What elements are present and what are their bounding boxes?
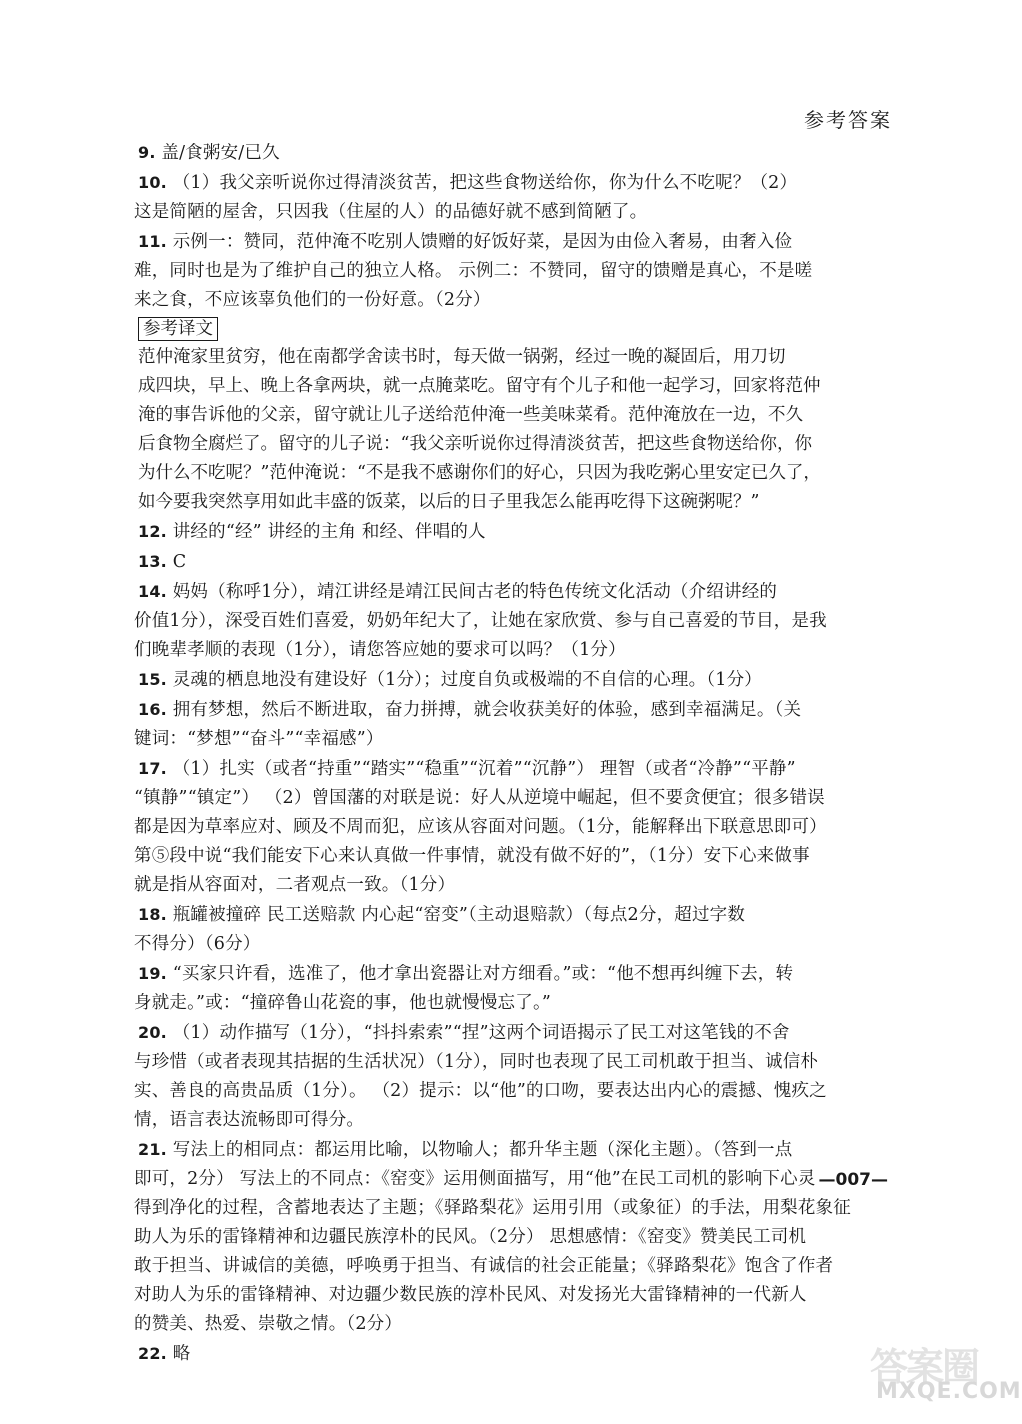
answer-text-line: 不得分）（6分）: [134, 934, 261, 954]
answer-text-line: 难，同时也是为了维护自己的独立人格。 示例二：不赞同，留守的馈赠是真心，不是嗟: [134, 261, 813, 281]
answer-text-line: 价值1分），深受百姓们喜爱，奶奶年纪大了，让她在家欣赏、参与自己喜爱的节目，是我: [134, 611, 827, 631]
answer-text-line: 键词：“梦想”“奋斗”“幸福感”）: [134, 729, 384, 749]
answer-text: 示例一：赞同，范仲淹不吃别人馈赠的好饭好菜，是因为由俭入奢易，由奢入俭: [172, 232, 793, 252]
answer-text-line: 们晚辈孝顺的表现（1分），请您答应她的要求可以吗？（1分）: [134, 640, 626, 660]
translation-text: [138, 343, 862, 517]
answer-text-line: 实、善良的高贵品质（1分）。 （2）提示：以“他”的口吻，要表达出内心的震撼、愧疚之: [134, 1081, 827, 1101]
answer-text-line: 就是指从容面对，二者观点一致。（1分）: [134, 875, 456, 895]
answer-item: [134, 1135, 862, 1339]
answer-text: 拥有梦想，然后不断进取，奋力拼搏，就会收获美好的体验，感到幸福满足。（关: [172, 700, 802, 720]
answer-text-line: 情，语言表达流畅即可得分。: [134, 1110, 365, 1130]
answer-text-line: 来之食，不应该辜负他们的一份好意。（2分）: [134, 290, 491, 310]
answer-content: [134, 138, 862, 1369]
answers-12-22: [134, 517, 862, 1369]
answer-text: 瓶罐被撞碎 民工送赔款 内心起“窑变”（主动退赔款）（每点2分，超过字数: [172, 905, 746, 925]
answer-number: 9.: [138, 143, 156, 162]
translation-label: 参考译文: [138, 317, 218, 341]
answer-number: 11.: [138, 232, 167, 251]
answer-text-line: 得到净化的过程，含蓄地表达了主题；《驿路梨花》运用引用（或象征）的手法，用梨花象征: [134, 1198, 851, 1218]
answer-text-line: 助人为乐的雷锋精神和边疆民族淳朴的民风。（2分） 思想感情：《窑变》赞美民工司机: [134, 1227, 807, 1247]
answer-number: 16.: [138, 700, 167, 719]
answer-number: 12.: [138, 522, 167, 541]
translation-line: 为什么不吃呢？”范仲淹说：“不是我不感谢你们的好心，只因为我吃粥心里安定已久了，: [138, 463, 821, 483]
answer-text: 灵魂的栖息地没有建设好（1分）；过度自负或极端的不自信的心理。（1分）: [172, 670, 762, 690]
translation-line: 后食物全腐烂了。留守的儿子说：“我父亲听说你过得清淡贫苦，把这些食物送给你，你: [138, 434, 812, 454]
answers-9-11: [134, 138, 862, 315]
answer-number: 10.: [138, 173, 167, 192]
answer-number: 15.: [138, 670, 167, 689]
answer-item: [138, 517, 862, 547]
answer-item: [134, 695, 862, 754]
answer-item: [134, 168, 862, 227]
answer-item: [134, 754, 862, 900]
answer-text: 盖/食粥安/已久: [161, 143, 280, 163]
answer-text: 讲经的“经” 讲经的主角 和经、伴唱的人: [172, 522, 486, 542]
answer-item: [134, 227, 862, 315]
answer-text: 略: [172, 1344, 191, 1364]
answer-item: [134, 577, 862, 665]
watermark: [870, 1336, 1022, 1406]
answer-text: （1）动作描写（1分），“抖抖索索”“捏”这两个词语揭示了民工对这笔钱的不舍: [172, 1023, 790, 1043]
answer-text: 妈妈（称呼1分），靖江讲经是靖江民间古老的特色传统文化活动（介绍讲经的: [172, 582, 778, 602]
page-number: —007—: [818, 1170, 888, 1190]
answer-number: 21.: [138, 1140, 167, 1159]
answer-text-line: 与珍惜（或者表现其拮据的生活状况）（1分），同时也表现了民工司机敢于担当、诚信朴: [134, 1052, 819, 1072]
answer-text-line: 即可，2分） 写法上的不同点：《窑变》运用侧面描写，用“他”在民工司机的影响下心灵: [134, 1169, 816, 1189]
answer-number: 22.: [138, 1344, 167, 1363]
answer-item: [134, 1018, 862, 1135]
answer-text-line: 身就走。”或：“撞碎鲁山花瓷的事，他也就慢慢忘了。”: [134, 993, 552, 1013]
answer-text: “买家只许看，选准了，他才拿出瓷器让对方细看。”或：“他不想再纠缠下去，转: [172, 964, 794, 984]
answer-text-line: 的赞美、热爱、崇敬之情。（2分）: [134, 1314, 403, 1334]
translation-line: 如今要我突然享用如此丰盛的饭菜，以后的日子里我怎么能再吃得下这碗粥呢？”: [138, 492, 760, 512]
answer-item: [138, 547, 862, 577]
translation-line: 范仲淹家里贫穷，他在南都学舍读书时，每天做一锅粥，经过一晚的凝固后，用刀切: [138, 347, 786, 367]
answer-number: 19.: [138, 964, 167, 983]
answer-item: [134, 959, 862, 1018]
answer-text: （1）我父亲听说你过得清淡贫苦，把这些食物送给你，你为什么不吃呢？（2）: [172, 173, 798, 193]
page-header-title: 参考答案: [804, 108, 892, 132]
translation-line: 淹的事告诉他的父亲，留守就让儿子送给范仲淹一些美味菜肴。范仲淹放在一边，不久: [138, 405, 803, 425]
answer-text-line: “镇静”“镇定”） （2）曾国藩的对联是说：好人从逆境中崛起，但不要贪便宜；很多错误: [134, 788, 825, 808]
answer-text-line: 对助人为乐的雷锋精神、对边疆少数民族的淳朴民风、对发扬光大雷锋精神的一代新人: [134, 1285, 807, 1305]
answer-number: 14.: [138, 582, 167, 601]
answer-item: [138, 1339, 862, 1369]
answer-text-line: 都是因为草率应对、顾及不周而犯，应该从容面对问题。（1分，能解释出下联意思即可）: [134, 817, 827, 837]
answer-text-line: 第⑤段中说“我们能安下心来认真做一件事情，就没有做不好的”，（1分）安下心来做事: [134, 846, 810, 866]
answer-number: 20.: [138, 1023, 167, 1042]
answer-text: （1）扎实（或者“持重”“踏实”“稳重”“沉着”“沉静”） 理智（或者“冷静”“平静”: [172, 759, 796, 779]
translation-line: 成四块，早上、晚上各拿两块，就一点腌菜吃。留守有个儿子和他一起学习，回家将范仲: [138, 376, 821, 396]
answer-text: 写法上的相同点：都运用比喻，以物喻人；都升华主题（深化主题）。（答到一点: [172, 1140, 793, 1160]
watermark-logo: 答案圈: [870, 1345, 979, 1389]
watermark-site: MXQE.COM: [876, 1379, 1022, 1404]
answer-number: 18.: [138, 905, 167, 924]
answer-text-line: 这是简陋的屋舍，只因我（住屋的人）的品德好就不感到简陋了。: [134, 202, 648, 222]
answer-text-line: 敢于担当、讲诚信的美德，呼唤勇于担当、有诚信的社会正能量；《驿路梨花》饱含了作者: [134, 1256, 834, 1276]
translation-section: [138, 315, 862, 517]
answer-item: [134, 900, 862, 959]
answer-item: [138, 665, 862, 695]
answer-number: 17.: [138, 759, 167, 778]
answer-text: C: [172, 552, 187, 572]
answer-item: [138, 138, 862, 168]
answer-number: 13.: [138, 552, 167, 571]
